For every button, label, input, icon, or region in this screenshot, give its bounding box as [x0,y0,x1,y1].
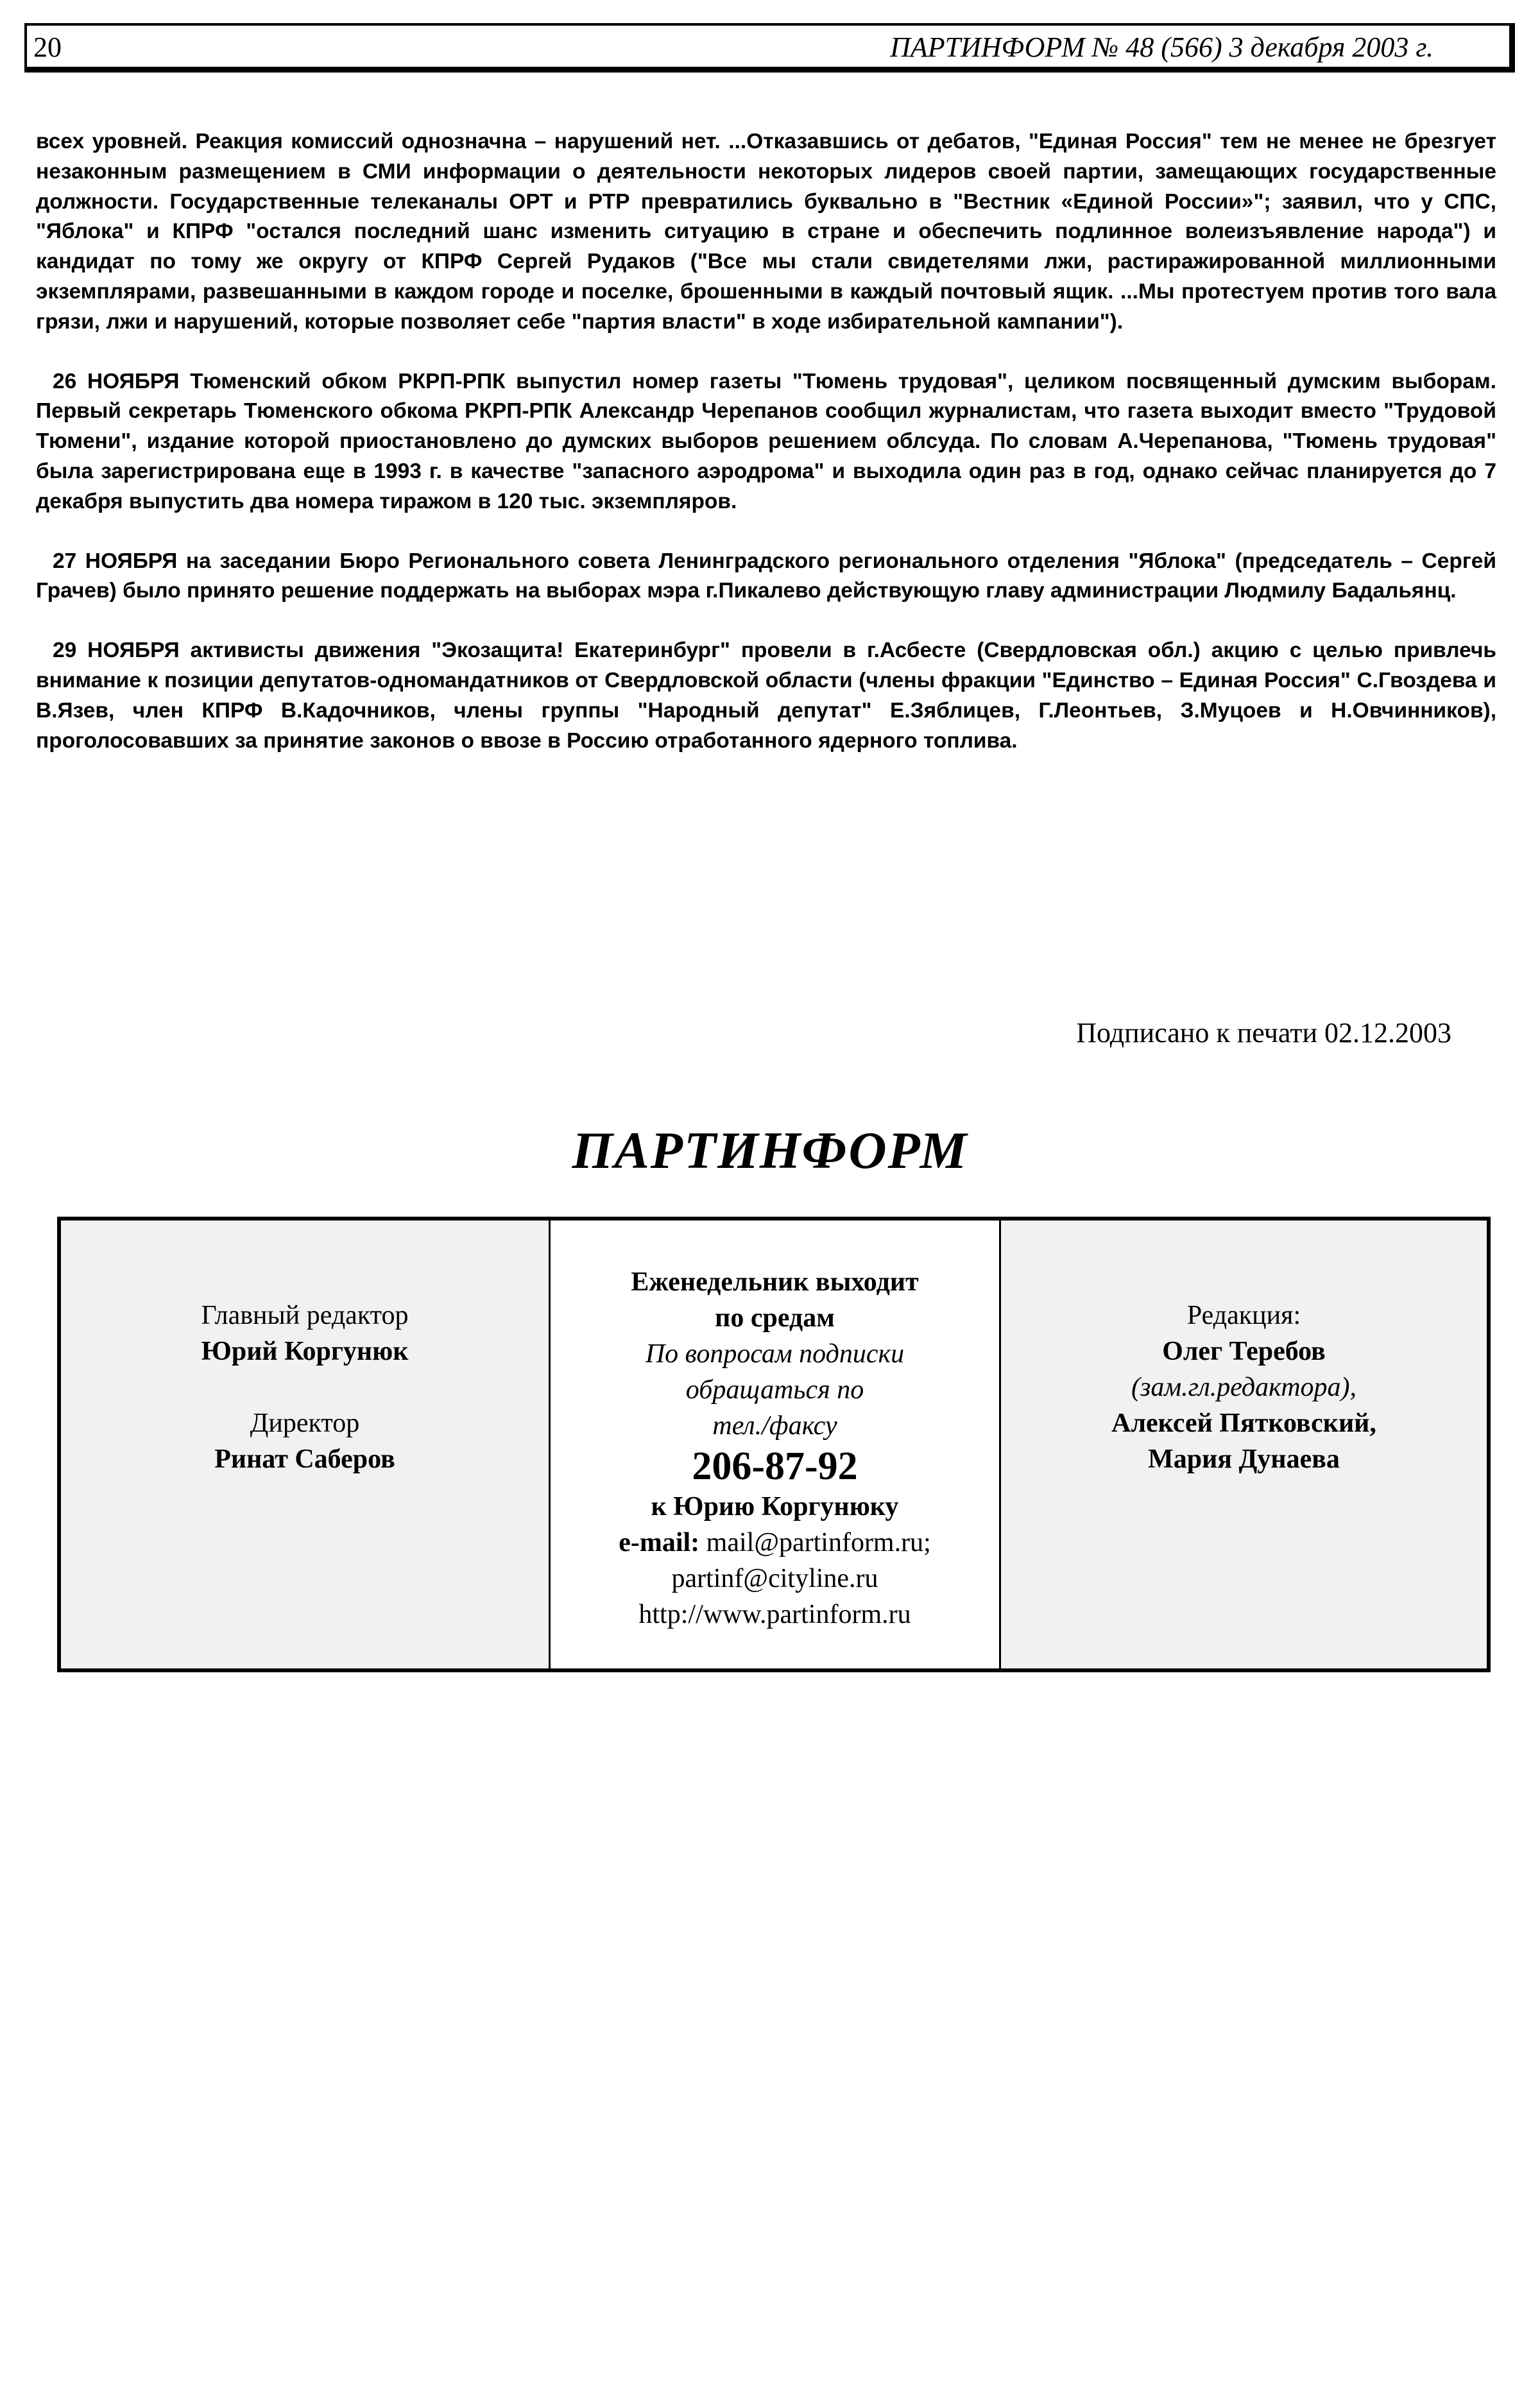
contact-person: к Юрию Коргунюку [651,1492,899,1521]
issue-info: ПАРТИНФОРМ № 48 (566) 3 декабря 2003 г. [890,31,1433,63]
article-paragraph: всех уровней. Реакция комиссий однозначна – нарушений нет. ...Отказавшись от дебатов, "Единая Россия" тем не менее не брезгует незаконным размещением в СМИ информации о деятельности некоторых лидеров своей партии, замещающих государственные должности. Государственные телеканалы ОРТ и РТР превратились буквально в "Вестник «Единой России»"; заявил, что у СПС, "Яблока" и КПРФ "остался последний шанс изменить ситуацию в стране и обеспечить подлинное волеизъявление народа") и кандидат по тому же округу от КПРФ Сергей Рудаков ("Все мы стали свидетелями лжи, растиражированной миллионными экземплярами, развешанными в каждом городе и поселке, брошенными в каждый почтовый ящик. ...Мы протестуем против того вала грязи, лжи и нарушений, которые позволяет себе "партия власти" в ходе избирательной кампании"). [36,130,1496,334]
page-number: 20 [33,31,62,63]
subscription-line3: тел./факсу [712,1411,837,1441]
staff-label: Редакция: [1186,1301,1301,1330]
news-articles [36,127,1496,785]
article-paragraph: 26 НОЯБРЯ Тюменский обком РКРП-РПК выпустил номер газеты "Тюмень трудовая", целиком посвященный думским выборам. Первый секретарь Тюменского обкома РКРП-РПК Александр Черепанов сообщил журналистам, что газета выходит вместо "Трудовой Тюмени", издание которой приостановлено до думских выборов решением облсуда. По словам А.Черепанова, "Тюмень трудовая" была зарегистрирована еще в 1993 г. в качестве "запасного аэродрома" и выходила один раз в год, однако сейчас планируется до 7 декабря выпустить два номера тиражом в 120 тыс. экземпляров. [36,369,1496,513]
masthead-info-box [57,1217,1491,1672]
email-link-2[interactable]: partinf@cityline.ru [671,1564,878,1593]
staff-name-2: Алексей Пятковский, [1111,1409,1376,1438]
page-header [24,23,1515,73]
schedule-line2: по средам [715,1303,835,1333]
article-paragraph: 27 НОЯБРЯ на заседании Бюро Регионального совета Ленинградского регионального отделения "Яблока" (председатель – Сергей Грачев) было принято решение поддержать на выборах мэра г.Пикалево действующую главу администрации Людмилу Бадальянц. [36,549,1496,603]
subscription-line1: По вопросам подписки [645,1339,905,1369]
director-role: Директор [250,1409,360,1438]
masthead-leadership [61,1221,551,1668]
signed-to-print: Подписано к печати 02.12.2003 [1076,1017,1451,1049]
phone-number: 206-87-92 [692,1444,858,1488]
masthead-editorial-staff [1001,1221,1487,1668]
article-paragraph: 29 НОЯБРЯ активисты движения "Экозащита! Екатеринбург" провели в г.Асбесте (Свердловская обл.) акцию с целью привлечь внимание к позиции депутатов-одномандатников от Свердловской области (члены фракции "Единство – Единая Россия" С.Гвоздева и В.Язев, член КПРФ В.Кадочников, члены группы "Народный депутат" Е.Зяблицев, Г.Леонтьев, З.Муцоев и Н.Овчинников), проголосовавших за принятие законов о ввозе в Россию отработанного ядерного топлива. [36,638,1496,753]
masthead-contacts [551,1221,1001,1668]
staff-role-1: (зам.гл.редактора), [1131,1373,1357,1402]
staff-name-3: Мария Дунаева [1148,1444,1340,1474]
masthead-title: ПАРТИНФОРМ [572,1121,968,1179]
email-link-1[interactable]: mail@partinform.ru; [706,1528,931,1557]
schedule-line1: Еженедельник выходит [631,1267,919,1297]
website-link[interactable]: http://www.partinform.ru [638,1600,911,1629]
editor-role: Главный редактор [201,1301,409,1330]
email-line [551,1525,999,1561]
editor-name: Юрий Коргунюк [201,1337,409,1366]
subscription-line2: обращаться по [685,1375,864,1405]
director-name: Ринат Саберов [214,1444,395,1474]
staff-name-1: Олег Теребов [1162,1337,1326,1366]
email-label: e-mail: [619,1528,700,1557]
